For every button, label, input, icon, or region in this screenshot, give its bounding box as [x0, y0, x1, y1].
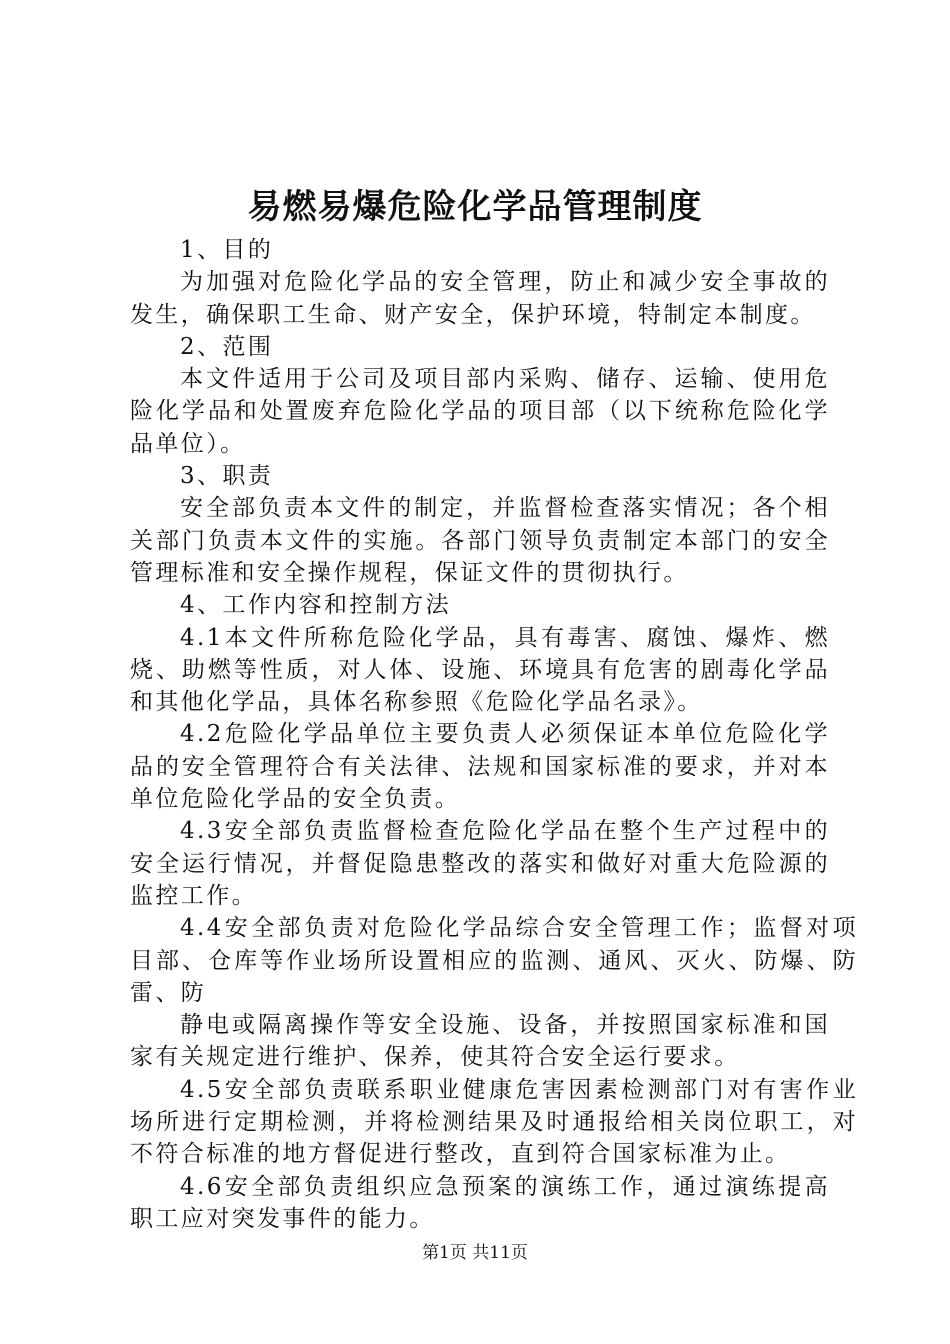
paragraph-scope: 本文件适用于公司及项目部内采购、储存、运输、使用危险化学品和处置废弃危险化学品的项目部（以下统称危险化学品单位）。: [130, 366, 830, 457]
paragraph-purpose: 为加强对危险化学品的安全管理，防止和减少安全事故的发生，确保职工生命、财产安全，保护环境，特制定本制度。: [130, 269, 830, 328]
section-heading-work-content: 4、工作内容和控制方法: [180, 592, 452, 619]
paragraph-4-3: 4.3安全部负责监督检查危险化学品在整个生产过程中的安全运行情况，并督促隐患整改的落实和做好对重大危险源的监控工作。: [130, 818, 830, 909]
section-heading-responsibilities: 3、职责: [180, 463, 274, 490]
paragraph-4-4-continued: 静电或隔离操作等安全设施、设备，并按照国家标准和国家有关规定进行维护、保养，使其符合安全运行要求。: [130, 1012, 830, 1071]
paragraph-4-2: 4.2危险化学品单位主要负责人必须保证本单位危险化学品的安全管理符合有关法律、法规和国家标准的要求，并对本单位危险化学品的安全负责。: [130, 721, 830, 813]
paragraph-4-4: 4.4安全部负责对危险化学品综合安全管理工作；监督对项目部、仓库等作业场所设置相应的监测、通风、灭火、防爆、防雷、防: [130, 915, 858, 1006]
paragraph-responsibilities: 安全部负责本文件的制定，并监督检查落实情况；各个相关部门负责本文件的实施。各部门领导负责制定本部门的安全管理标准和安全操作规程，保证文件的贯彻执行。: [130, 495, 830, 586]
document-title: 易燃易爆危险化学品管理制度: [247, 187, 703, 227]
page-footer: 第1页 共11页: [422, 1243, 528, 1263]
document-body: [130, 234, 858, 1235]
section-heading-purpose: 1、目的: [180, 237, 274, 263]
paragraph-4-1: 4.1本文件所称危险化学品，具有毒害、腐蚀、爆炸、燃烧、助燃等性质，对人体、设施、环境具有危害的剧毒化学品和其他化学品，具体名称参照《危险化学品名录》。: [130, 624, 830, 716]
paragraph-4-5: 4.5安全部负责联系职业健康危害因素检测部门对有害作业场所进行定期检测，并将检测结果及时通报给相关岗位职工，对不符合标准的地方督促进行整改，直到符合国家标准为止。: [130, 1076, 858, 1168]
section-heading-scope: 2、范围: [180, 333, 274, 360]
paragraph-4-6: 4.6安全部负责组织应急预案的演练工作，通过演练提高职工应对突发事件的能力。: [130, 1173, 830, 1232]
